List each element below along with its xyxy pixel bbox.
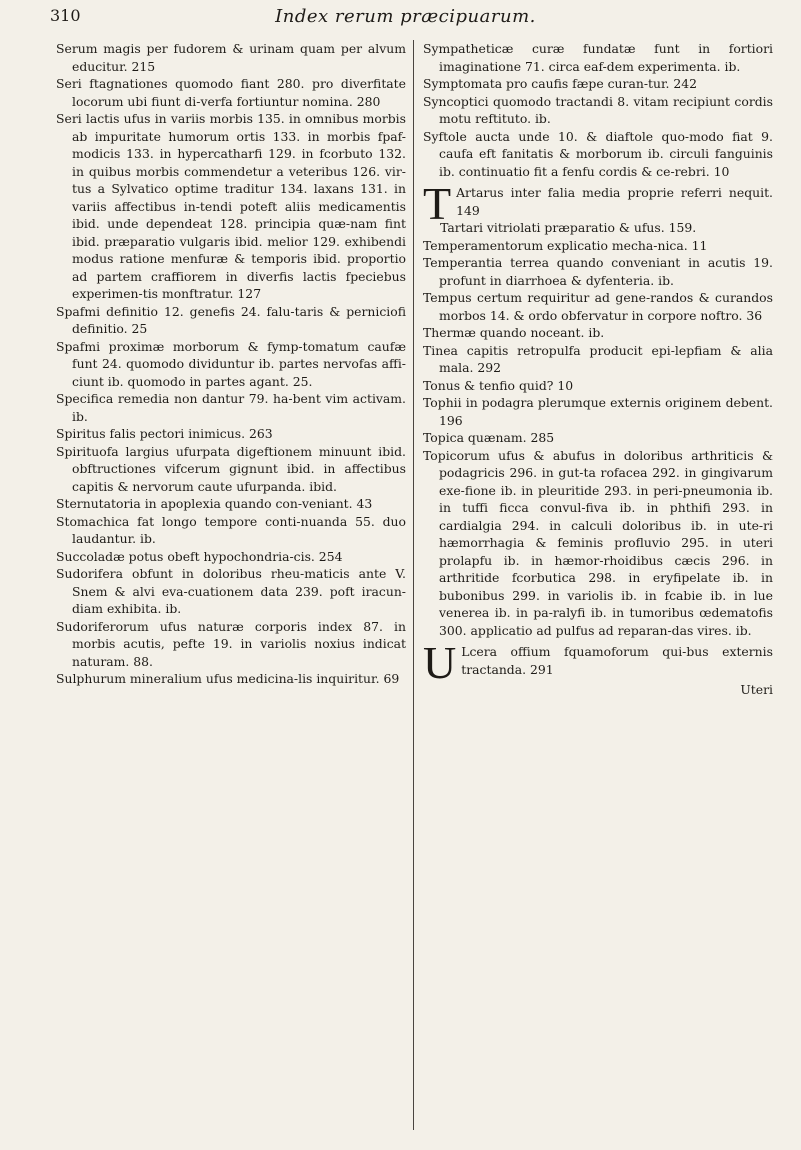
t-section-lead-text: Artarus inter falia media proprie referri nequit. 149 bbox=[456, 185, 773, 218]
index-entry: Serum magis per fudorem & urinam quam per alvum educitur. 215 bbox=[56, 41, 406, 74]
index-entry: Tartari vitriolati præparatio & ufus. 159. bbox=[440, 220, 697, 235]
index-entry: Syncoptici quomodo tractandi 8. vitam recipiunt cordis motu reftituto. ib. bbox=[423, 93, 773, 126]
index-entry: Topica quænam. 285 bbox=[423, 430, 555, 445]
index-entry: Sulphurum mineralium ufus medicina-lis inquiritur. 69 bbox=[56, 671, 400, 686]
index-entry: Tinea capitis retropulfa producit epi-lepfiam & alia mala. 292 bbox=[423, 342, 773, 375]
index-entry: Temperamentorum explicatio mecha-nica. 11 bbox=[423, 237, 708, 253]
catchword: Uteri bbox=[740, 682, 773, 697]
u-section-lead bbox=[423, 637, 773, 688]
index-entry: Spafmi proximæ morborum & fymp-tomatum caufæ funt 24. quomodo dividuntur ib. partes nervofas affi-ciunt ib. quomodo in partes agant. 25. bbox=[56, 338, 406, 389]
page-number: 310 bbox=[50, 6, 81, 25]
index-entry: Spirituofa largius ufurpata digeftionem minuunt ibid. obftructiones vifcerum gignunt ibid. in affectibus capitis & nervorum caute ufurpanda. ibid. bbox=[56, 443, 406, 494]
column-divider bbox=[413, 40, 414, 1130]
index-entry: Syftole aucta unde 10. & diaftole quo-modo fiat 9. caufa eft fanitatis & morborum ib. circuli fanguinis ib. continuatio fit a fenfu cordis & ce-rebri. 10 bbox=[423, 128, 773, 179]
u-section-lead-text: Lcera offium fquamoforum qui-bus externis tractanda. 291 bbox=[461, 644, 773, 677]
index-entry: Thermæ quando noceant. ib. bbox=[423, 325, 605, 340]
index-entry: Sudoriferorum ufus naturæ corporis index 87. in morbis acutis, pefte 19. in variolis noxius indicat naturam. 88. bbox=[56, 618, 406, 669]
index-entry: Symptomata pro caufis fæpe curan-tur. 242 bbox=[423, 76, 698, 91]
index-entry: Sympatheticæ curæ fundatæ funt in fortiori imaginatione 71. circa eaf-dem experimenta. ib. bbox=[423, 41, 773, 74]
index-entry: Sudorifera obfunt in doloribus rheu-maticis ante V. Snem & alvi eva-cuationem data 239. poft iracun-diam exhibita. ib. bbox=[56, 566, 406, 616]
index-entry: Specifica remedia non dantur 79. ha-bent vim activam. ib. bbox=[56, 391, 406, 424]
index-entry: Topicorum ufus & abufus in doloribus arthriticis & podagricis 296. in gut-ta rofacea 292. in gingivarum exe-fione ib. in pleuritide 293. in peri-pneumonia ib. in tuffi ficca convul-fiva ib. in phthifi 293. in cardialgia 294. in calculi doloribus ib. in ute-ri hæmorrhagia & feminis profluvio 295. in uteri prolapfu ib. in hæmor-rhoidibus cæcis 296. in arthritide fcorbutica 298. in eryfipelate ib. in bubonibus 299. in variolis ib. in fcabie ib. in lue venerea ib. in pa-ralyfi ib. in tumoribus œdematofis 300. applicatio ad pulfus ad reparan-das vires. ib. bbox=[423, 447, 773, 638]
left-column bbox=[56, 40, 406, 688]
index-entry: Tempus certum requiritur ad gene-randos & curandos morbos 14. & ordo obfervatur in corpore noftro. 36 bbox=[423, 290, 773, 323]
index-entry: Succoladæ potus obeft hypochondria-cis. 254 bbox=[56, 548, 343, 564]
index-entry: Tonus & tenfio quid? 10 bbox=[423, 377, 574, 393]
right-column bbox=[423, 40, 773, 699]
index-entry: Sternutatoria in apoplexia quando con-veniant. 43 bbox=[56, 496, 373, 511]
drop-cap-u: U bbox=[423, 637, 457, 688]
index-entry: Spafmi definitio 12. genefis 24. falu-taris & perniciofi definitio. 25 bbox=[56, 303, 406, 336]
page-title: Index rerum præcipuarum. bbox=[275, 6, 536, 27]
index-entry: Stomachica fat longo tempore conti-nuanda 55. duo laudantur. ib. bbox=[56, 513, 406, 546]
drop-cap-t: T bbox=[423, 178, 452, 229]
index-entry: Tophii in podagra plerumque externis originem debent. 196 bbox=[423, 395, 773, 428]
index-entry: Seri ftagnationes quomodo fiant 280. pro diverfitate locorum ubi fiunt di-verfa fortiuntur nomina. 280 bbox=[56, 76, 406, 109]
index-entry: Seri lactis ufus in variis morbis 135. in omnibus morbis ab impuritate humorum ortis 133. in morbis fpaf-modicis 133. in hypercatharfi 129. in fcorbuto 132. in quibus morbis commendetur a veteribus 126. vir-tus a Sylvatico optime traditur 134. laxans 131. in variis affectibus in-tendi poteft aliis medicamentis ibid. unde dependeat 128. principia quæ-nam fint ibid. præparatio vulgaris ibid. melior 129. exhibendi modus ratione menfuræ & temporis ibid. proportio ad partem craffiorem in diverfis lactis fpeciebus experimen-tis monftratur. 127 bbox=[56, 111, 406, 301]
index-entry: Spiritus falis pectori inimicus. 263 bbox=[56, 426, 273, 441]
page-header bbox=[50, 6, 761, 34]
index-entry: Temperantia terrea quando conveniant in acutis 19. profunt in diarrhoea & dyfenteria. ib. bbox=[423, 255, 773, 288]
